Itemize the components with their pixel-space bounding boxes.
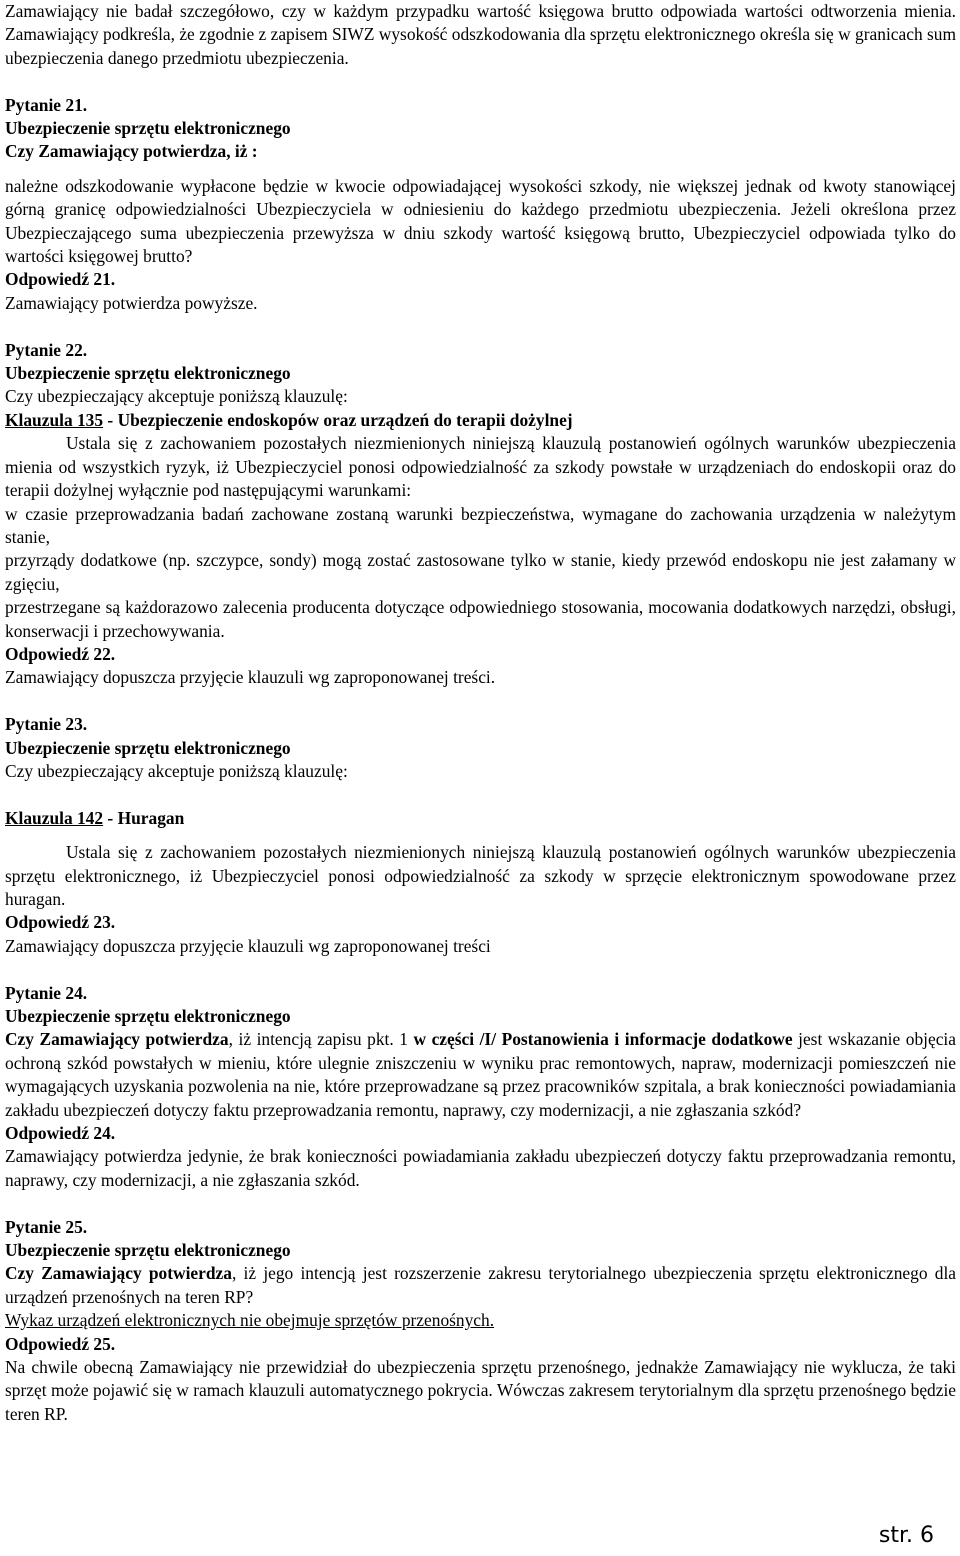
question-25-title: Pytanie 25.: [5, 1216, 88, 1237]
clause-135-separator: -: [103, 409, 118, 430]
document-page: [5, 0, 956, 1426]
clause-135-name: Ubezpieczenie endoskopów oraz urządzeń do terapii dożylnej: [117, 409, 573, 430]
answer-22-text: Zamawiający dopuszcza przyjęcie klauzuli wg zaproponowanej treści.: [5, 667, 496, 688]
spacer: [5, 70, 956, 93]
answer-23-text: Zamawiający dopuszcza przyjęcie klauzuli wg zaproponowanej treści: [5, 935, 491, 956]
question-24-subject: Ubezpieczenie sprzętu elektronicznego: [5, 1005, 291, 1026]
page-number: str. 6: [878, 1523, 934, 1548]
clause-142-separator: -: [103, 807, 118, 828]
question-23-title: Pytanie 23.: [5, 714, 88, 735]
question-21-title: Pytanie 21.: [5, 94, 88, 115]
question-24-title: Pytanie 24.: [5, 982, 88, 1003]
answer-24-title: Odpowiedź 24.: [5, 1123, 116, 1144]
question-25-note: Wykaz urządzeń elektronicznych nie obejmuje sprzętów przenośnych.: [5, 1310, 495, 1331]
question-21-subject: Ubezpieczenie sprzętu elektronicznego: [5, 118, 291, 139]
answer-22-title: Odpowiedź 22.: [5, 643, 116, 664]
question-22-title: Pytanie 22.: [5, 339, 88, 360]
question-24-lead-rest: jest wskazanie objęcia ochroną szkód powstałych w mieniu, które ulegnie zniszczeniu w wyniku prac remontowych, napraw, modernizacji pomieszczeń nie wymagających uzyskania pozwolenia na nie, które przeprowadzane są przez pracowników szpitala, a brak konieczności powiadamiania zakładu ubezpieczeń dotyczy faktu przeprowadzania remontu, naprawy, czy modernizacji, a nie zgłaszania szkód?: [5, 1029, 956, 1120]
spacer: [5, 783, 956, 806]
clause-135-id: Klauzula 135: [5, 409, 104, 430]
question-24-lead-bold: Czy Zamawiający potwierdza: [5, 1029, 229, 1050]
answer-24-text: Zamawiający potwierdza jedynie, że brak konieczności powiadamiania zakładu ubezpieczeń dotyczy faktu przeprowadzania remontu, naprawy, czy modernizacji, a nie zgłaszania szkód.: [5, 1146, 956, 1190]
question-24-lead-mid: , iż intencją zapisu pkt. 1: [228, 1029, 414, 1050]
question-25-body: [5, 1262, 956, 1309]
question-21-lead: Czy Zamawiający potwierdza, iż :: [5, 141, 258, 162]
clause-135-paragraph: Ustala się z zachowaniem pozostałych niezmienionych niniejszą klauzulą postanowień ogólnych warunków ubezpieczenia mienia od wszystkich ryzyk, iż Ubezpieczyciel ponosi odpowiedzialność za szkody powstałe w urządzeniach do endoskopii oraz do terapii dożylnej wyłącznie pod następującymi warunkami:: [5, 433, 956, 501]
question-24-body: [5, 1028, 956, 1122]
spacer: [5, 315, 956, 338]
question-25-lead-rest: , iż jego intencją jest rozszerzenie zakresu terytorialnego ubezpieczenia sprzętu elektronicznego dla urządzeń przenośnych na teren RP?: [5, 1263, 956, 1307]
question-25-lead-bold: Czy Zamawiający potwierdza: [5, 1263, 232, 1284]
question-21-body: należne odszkodowanie wypłacone będzie w kwocie odpowiadającej wysokości szkody, nie większej jednak od kwoty stanowiącej górną granicę odpowiedzialności Ubezpieczyciela w odniesieniu do każdego przedmiotu ubezpieczenia. Jeżeli określona przez Ubezpieczającego suma ubezpieczenia przewyższa w dniu szkody wartość księgową brutto, Ubezpieczyciel odpowiada tylko do wartości księgowej brutto?: [5, 175, 956, 267]
clause-142-id: Klauzula 142: [5, 807, 104, 828]
intro-paragraph: Zamawiający nie badał szczegółowo, czy w każdym przypadku wartość księgowa brutto odpowiada wartości odtworzenia mienia. Zamawiający podkreśla, że zgodnie z zapisem SIWZ wysokość odszkodowania dla sprzętu elektronicznego określa się w granicach sum ubezpieczenia danego przedmiotu ubezpieczenia.: [5, 1, 956, 68]
question-22-subject: Ubezpieczenie sprzętu elektronicznego: [5, 363, 291, 384]
answer-21-text: Zamawiający potwierdza powyższe.: [5, 292, 258, 313]
answer-21-title: Odpowiedź 21.: [5, 269, 116, 290]
spacer: [5, 830, 956, 841]
clause-135-heading: [5, 409, 956, 432]
answer-25-text: Na chwile obecną Zamawiający nie przewidział do ubezpieczenia sprzętu przenośnego, jednakże Zamawiający nie wyklucza, że taki sprzęt może pojawić się w ramach klauzuli automatycznego pokrycia. Wówczas zakresem terytorialnym dla sprzętu przenośnego będzie teren RP.: [5, 1357, 956, 1424]
question-25-subject: Ubezpieczenie sprzętu elektronicznego: [5, 1240, 291, 1261]
answer-25-title: Odpowiedź 25.: [5, 1333, 116, 1354]
clause-142-paragraph: Ustala się z zachowaniem pozostałych niezmienionych niniejszą klauzulą postanowień ogólnych warunków ubezpieczenia sprzętu elektronicznego, iż Ubezpieczyciel ponosi odpowiedzialność za szkody w sprzęcie elektronicznym spowodowane przez huragan.: [5, 842, 956, 909]
clause-142-heading: [5, 807, 956, 830]
spacer: [5, 690, 956, 713]
spacer: [5, 1192, 956, 1215]
clause-142-name: Huragan: [117, 807, 185, 828]
question-24-lead-bold-2: w części /I/ Postanowienia i informacje dodatkowe: [413, 1029, 793, 1050]
clause-135-condition-2: przyrządy dodatkowe (np. szczypce, sondy) mogą zostać zastosowane tylko w stanie, kiedy przewód endoskopu nie jest załamany w zgięciu,: [5, 550, 956, 594]
clause-135-condition-3: przestrzegane są każdorazowo zalecenia producenta dotyczące odpowiedniego stosowania, mocowania dodatkowych narzędzi, obsługi, konserwacji i przechowywania.: [5, 597, 956, 641]
spacer: [5, 958, 956, 981]
answer-23-title: Odpowiedź 23.: [5, 912, 116, 933]
clause-135-condition-1: w czasie przeprowadzania badań zachowane zostaną warunki bezpieczeństwa, wymagane do zachowania urządzenia w należytym stanie,: [5, 503, 956, 547]
spacer: [5, 164, 956, 175]
question-22-lead: Czy ubezpieczający akceptuje poniższą klauzulę:: [5, 386, 348, 407]
question-23-subject: Ubezpieczenie sprzętu elektronicznego: [5, 737, 291, 758]
question-23-lead: Czy ubezpieczający akceptuje poniższą klauzulę:: [5, 760, 348, 781]
